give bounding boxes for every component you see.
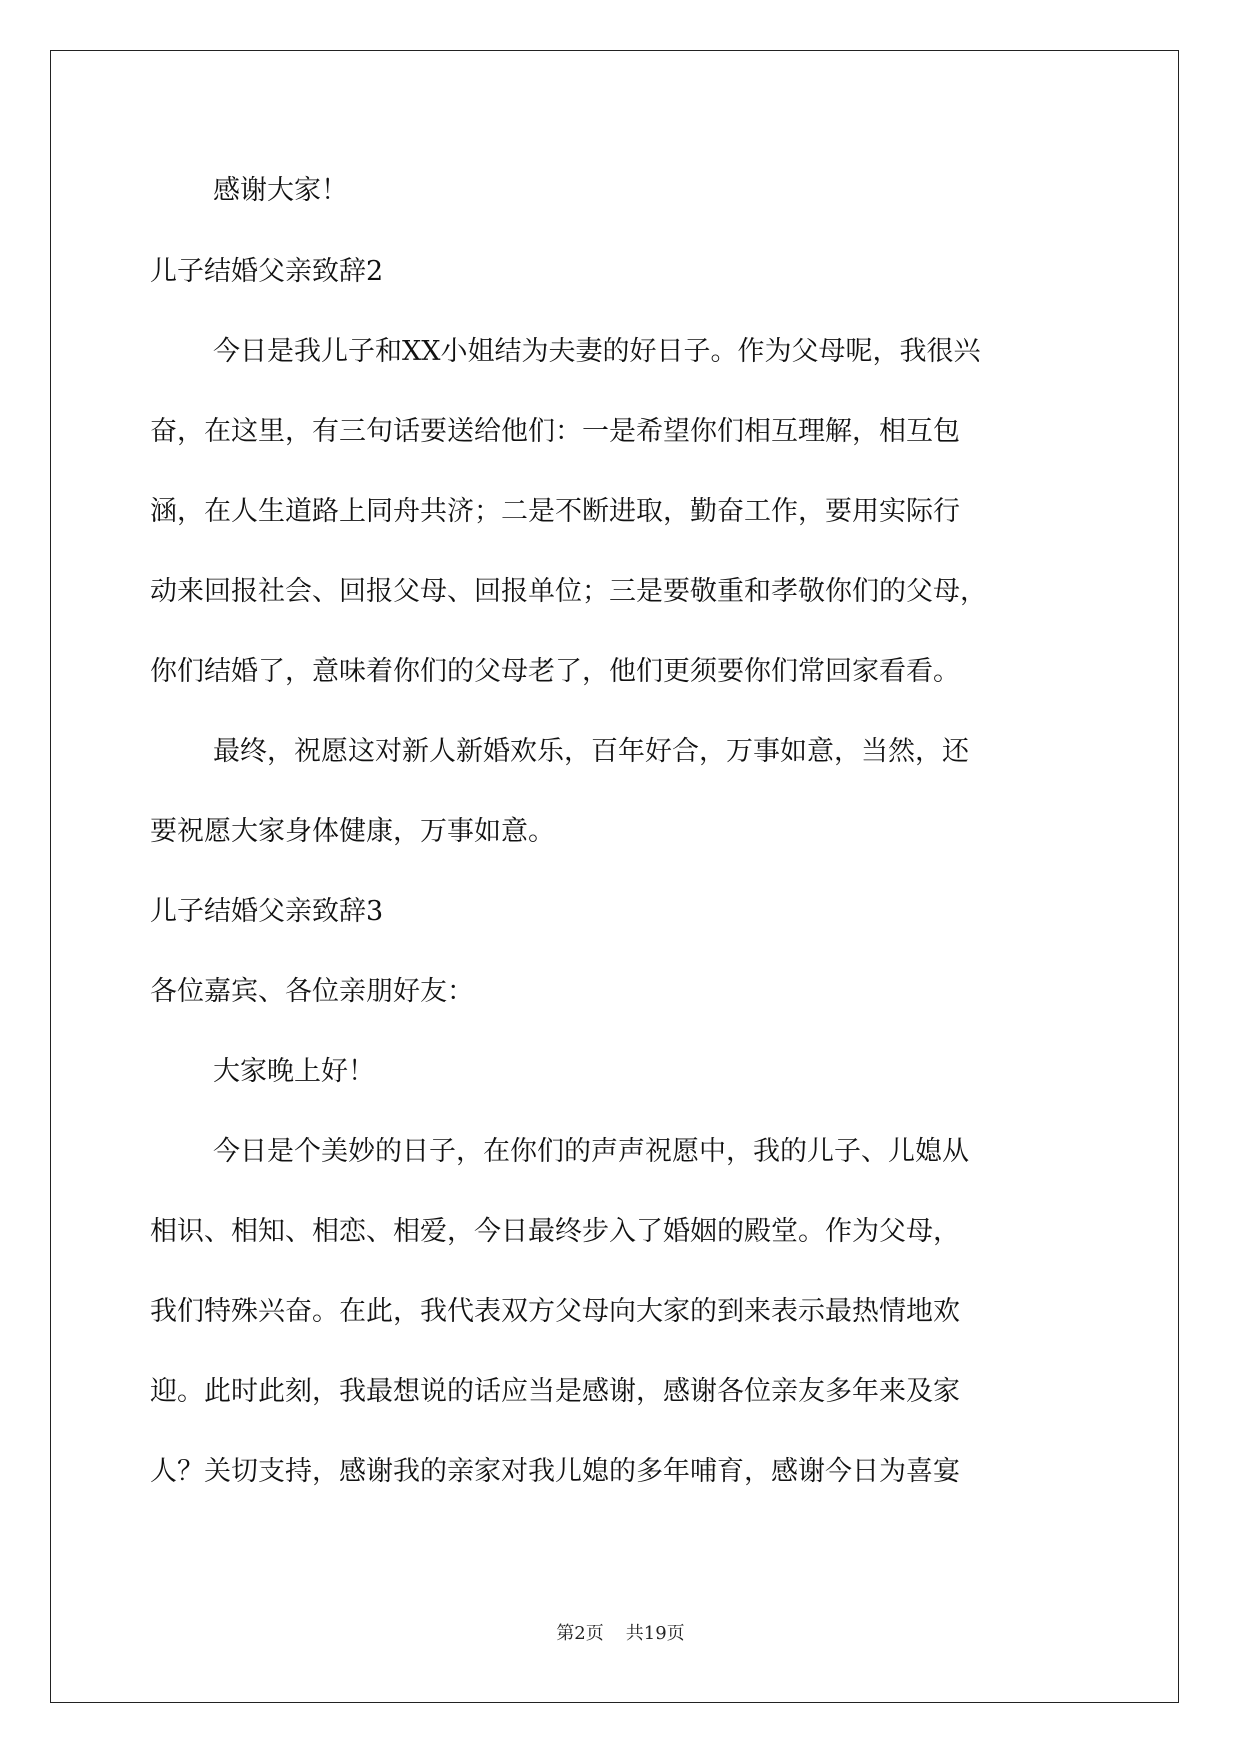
page-number-current: 第2页 — [556, 1623, 604, 1644]
paragraph-line: 动来回报社会、回报父母、回报单位；三是要敬重和孝敬你们的父母， — [150, 576, 987, 607]
paragraph-line: 今日是我儿子和XX小姐结为夫妻的好日子。作为父母呢，我很兴 — [213, 336, 981, 367]
paragraph-line: 奋，在这里，有三句话要送给他们：一是希望你们相互理解，相互包 — [150, 416, 960, 447]
salutation-line: 各位嘉宾、各位亲朋好友： — [150, 976, 474, 1007]
paragraph-line: 你们结婚了，意味着你们的父母老了，他们更须要你们常回家看看。 — [150, 656, 960, 687]
page-footer — [0, 1619, 1241, 1645]
greeting-line: 大家晚上好！ — [213, 1056, 375, 1087]
page-number-total: 共19页 — [625, 1623, 685, 1644]
paragraph-line: 迎。此时此刻，我最想说的话应当是感谢，感谢各位亲友多年来及家 — [150, 1376, 960, 1407]
paragraph-line: 要祝愿大家身体健康，万事如意。 — [150, 816, 555, 847]
paragraph-line: 最终，祝愿这对新人新婚欢乐，百年好合，万事如意，当然，还 — [213, 736, 969, 767]
closing-thanks-line: 感谢大家！ — [213, 175, 348, 206]
paragraph-line: 涵，在人生道路上同舟共济；二是不断进取，勤奋工作，要用实际行 — [150, 496, 960, 527]
paragraph-line: 人？关切支持，感谢我的亲家对我儿媳的多年哺育，感谢今日为喜宴 — [150, 1456, 960, 1487]
paragraph-line: 我们特殊兴奋。在此，我代表双方父母向大家的到来表示最热情地欢 — [150, 1296, 960, 1327]
paragraph-line: 今日是个美妙的日子，在你们的声声祝愿中，我的儿子、儿媳从 — [213, 1136, 969, 1167]
section-heading-3: 儿子结婚父亲致辞3 — [150, 896, 384, 927]
paragraph-line: 相识、相知、相恋、相爱，今日最终步入了婚姻的殿堂。作为父母， — [150, 1216, 960, 1247]
section-heading-2: 儿子结婚父亲致辞2 — [150, 256, 384, 287]
